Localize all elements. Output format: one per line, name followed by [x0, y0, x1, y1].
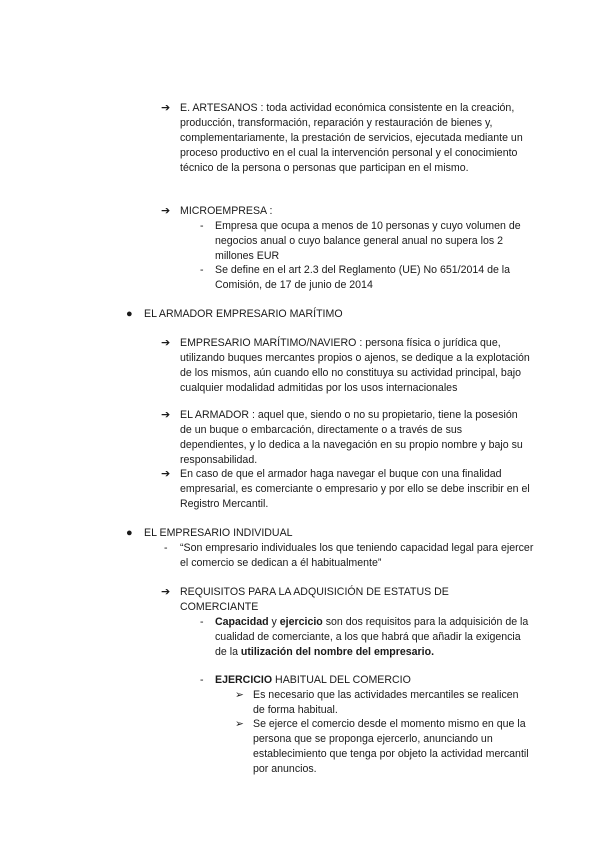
ejercicio-heading: EJERCICIO HABITUAL DEL COMERCIO	[215, 674, 411, 686]
armador-item: EL ARMADOR : aquel que, siendo o no su propietario, tiene la posesión de un buque o embarcación, directamente o a través de sus dependientes, y lo dedica a la navegación en su propio nombre y bajo su responsabilidad.	[180, 409, 523, 466]
ejercicio-item: Es necesario que las actividades mercantiles se realicen de forma habitual.	[253, 689, 519, 716]
list-item	[200, 263, 532, 293]
microempresa-item: Se define en el art 2.3 del Reglamento (UE) No 651/2014 de la Comisión, de 17 de junio de 2014	[215, 264, 511, 291]
arrow-icon: ➔	[161, 586, 171, 598]
bullet-icon: ●	[126, 527, 133, 539]
list-item	[161, 467, 531, 512]
dash-marker: -	[164, 542, 168, 554]
requisitos-capacidad: Capacidad	[215, 616, 269, 628]
bullet-icon: ●	[126, 308, 133, 320]
list-item-microempresa	[161, 204, 531, 219]
list-item	[200, 673, 533, 688]
list-item	[200, 219, 532, 264]
arrow-icon: ➔	[161, 409, 171, 421]
requisitos-ejercicio: ejercicio	[279, 616, 323, 628]
individual-heading: EL EMPRESARIO INDIVIDUAL	[144, 527, 293, 539]
ejercicio-item: Se ejerce el comercio desde el momento mismo en que la persona que se proponga ejercerlo, anunciando un establecimiento que tenga por objeto la actividad mercantil por anuncios.	[253, 718, 529, 775]
section-armador	[126, 307, 526, 322]
list-item-requisitos	[161, 585, 481, 615]
requisitos-heading: REQUISITOS PARA LA ADQUISICIÓN DE ESTATUS DE COMERCIANTE	[180, 586, 449, 613]
list-item	[235, 688, 533, 718]
arrow-icon: ➔	[161, 102, 171, 114]
armador-heading: EL ARMADOR EMPRESARIO MARÍTIMO	[144, 308, 343, 320]
list-item	[200, 615, 533, 660]
arrow-icon: ➔	[161, 468, 171, 480]
list-item	[235, 717, 533, 777]
requisitos-nombre: utilización del nombre del empresario.	[240, 646, 435, 658]
artesanos-text: E. ARTESANOS : toda actividad económica consistente en la creación, producción, transformación, reparación y restauración de bienes y, complementariamente, la prestación de servicios, ejecutada mediante un proceso productivo en el cual la intervención personal y el conocimiento técnico de la persona o personas que participan en el mismo.	[180, 102, 523, 174]
list-item	[161, 336, 531, 396]
dash-marker: -	[200, 264, 204, 276]
arrow-icon: ➔	[161, 205, 171, 217]
section-individual	[126, 526, 526, 541]
list-item	[161, 408, 531, 468]
microempresa-item: Empresa que ocupa a menos de 10 personas y cuyo volumen de negocios anual o cuyo balance general anual no supera los 2 millones EUR	[215, 220, 521, 262]
list-item-artesanos	[161, 101, 531, 176]
microempresa-heading: MICROEMPRESA :	[180, 205, 273, 217]
triangle-icon: ➢	[235, 718, 244, 730]
dash-marker: -	[200, 220, 204, 232]
dash-marker: -	[200, 616, 204, 628]
armador-item: EMPRESARIO MARÍTIMO/NAVIERO : persona física o jurídica que, utilizando buques mercantes propios o ajenos, se dedique a la explotación de los mismos, aún cuando ello no constituya su actividad principal, bajo cualquier modalidad admitidas por los usos internacionales	[180, 337, 530, 394]
armador-item: En caso de que el armador haga navegar el buque con una finalidad empresarial, es comerciante o empresario y por ello se debe inscribir en el Registro Mercantil.	[180, 468, 530, 510]
arrow-icon: ➔	[161, 337, 171, 349]
individual-quote: “Son empresario individuales los que teniendo capacidad legal para ejercer el comercio se dedican a él habitualmente”	[180, 542, 534, 569]
list-item	[164, 541, 534, 571]
dash-marker: -	[200, 674, 204, 686]
triangle-icon: ➢	[235, 689, 244, 701]
requisitos-paragraph: Capacidad y ejercicio son dos requisitos para la adquisición de la cualidad de comerciante, a los que habrá que añadir la exigencia de la utilización del nombre del empresario.	[215, 616, 529, 658]
